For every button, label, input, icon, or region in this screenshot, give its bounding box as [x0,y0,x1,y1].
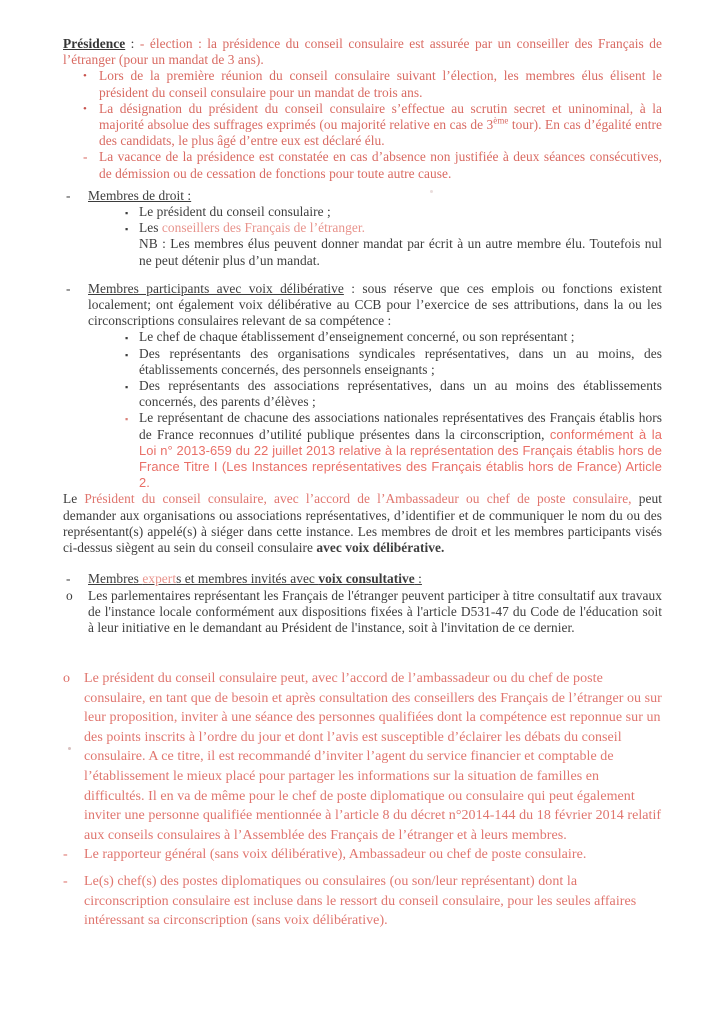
participants-item-4 [63,410,662,491]
vacance-item [63,149,662,181]
experts-heading-3: avec [290,571,319,587]
experts-heading-red: expert [142,571,177,587]
participants-item-1 [63,329,662,345]
intro-paragraph [63,36,662,68]
president-paragraph [63,491,662,556]
dash-icon: - [83,149,88,165]
circle-bullet-icon: o [66,587,73,603]
nb-note: NB : Les membres élus peuvent donner mandat par écrit à un autre membre élu. Toutefois nul ne peut détenir plus d’un mandat. [139,236,662,268]
dash-icon: - [66,187,71,203]
participants-item-4-law-reference: conformément à la Loi n° 2013-659 du 22 juillet 2013 relative à la représentation des Français établis hors de France Titre I (Les Instances représentatives des Français établis hors de France) Article 2. [139,426,662,491]
rapporteur-text: Le rapporteur général (sans voix délibérative), Ambassadeur ou chef de poste consulaire. [84,847,587,863]
participants-heading-text: Membres participants avec voix délibérative [88,280,344,296]
experts-item-1 [63,588,662,637]
chefs-text: Le(s) chef(s) des postes diplomatiques ou consulaires (ou son/leur représentant) dont la circonscription consulaire est incluse dans le ressort du conseil consulaire, pour les seules affaires intéressant sa circonscription (sans voix délibérative). [84,874,637,929]
scan-speckle [68,747,71,750]
droit-item-2 [63,220,662,236]
participants-item-3-text: Des représentants des associations représentatives, dans un au moins des établissements concernés, des parents d’élèves ; [139,378,662,410]
droit-item-1-text: Le président du conseil consulaire ; [139,204,331,220]
experts-heading-bold: voix consultative [318,571,415,587]
droit-heading-text: Membres de droit : [88,187,192,203]
dash-icon: - [63,847,68,863]
dash-icon: - [66,280,71,296]
title-colon: : [125,36,140,51]
experts-heading-2: s et membres invités [176,571,291,587]
experts-heading [88,571,662,587]
participants-heading-row [63,281,662,330]
dash-icon: - [66,571,71,587]
experts-item-1-text: Les parlementaires représentant les Français de l'étranger peuvent participer à titre consultatif aux travaux de l'instance locale conformément aux dispositions fixées à l'article D531-47 du Code de l'éducation soit à leur initiative en le demandant au Président de l'instance, soit à l'invitation de ce dernier. [88,587,662,635]
square-bullet-icon: ▪ [125,333,129,344]
president-bold-tail: avec voix délibérative. [316,540,445,556]
circle-bullet-icon: o [63,671,71,687]
participants-item-4-text [139,410,662,491]
section-membres-experts [63,571,662,636]
experts-heading-4: : [414,571,422,587]
droit-heading [88,188,662,204]
participants-heading-rest: : sous réserve que ces emplois ou fonctions existent localement; ont également voix délibérative au CCB pour l’exercice de ses attributions, dans la ou les circonscriptions consulaires relevant de sa compétence : [88,280,662,329]
dash-icon: - [63,874,68,890]
section-title-presidence: Présidence [63,36,126,51]
square-bullet-icon: ▪ [125,382,129,393]
election-bullet-2-pre: La désignation du président du conseil consulaire s’effectue au scrutin secret et uninominal, à la majorité absolue des suffrages exprimés (ou majorité relative en cas de 3 [99,100,662,133]
election-bullet-2-post: tour). En cas d’égalité entre des candidats, le plus âgé d’entre eux est déclaré élu. [99,117,662,149]
participants-item-4-dark: Le représentant de chacune des associations nationales représentatives des Français établis hors de France reconnues d’utilité publique présentes dans la circonscription, [139,410,662,442]
rapporteur-item [63,845,662,865]
square-bullet-icon: ▪ [125,224,129,235]
president-red-clause: Président du conseil consulaire, avec l’accord de l’Ambassadeur ou chef de poste consulaire, [84,491,632,507]
participants-item-1-text: Le chef de chaque établissement d’enseignement concerné, ou son représentant ; [139,329,575,345]
section-membres-de-droit [63,188,662,269]
election-bullet-2-text [99,101,662,150]
square-bullet-icon: ▪ [125,208,129,219]
droit-item-2-dark: Les [139,220,162,236]
election-bullet-2 [63,101,662,150]
droit-item-2-text [139,220,662,236]
election-bullet-1 [63,68,662,100]
participants-item-2 [63,346,662,378]
document-body [63,36,662,931]
chefs-item [63,872,662,931]
droit-item-1 [63,204,662,220]
square-bullet-icon: ▪ [125,349,129,360]
section-invitations [63,669,662,931]
droit-item-2-red: conseillers des Français de l’étranger. [161,220,365,236]
experts-heading-1: Membres [88,571,143,587]
vacance-text: La vacance de la présidence est constatée en cas d’absence non justifiée à deux séances consécutives, de démission ou de cessation de fonctions pour toute autre cause. [99,149,662,181]
droit-heading-row [63,188,662,204]
invitations-paragraph-row [63,669,662,845]
scan-speckle [430,190,433,193]
experts-heading-row [63,571,662,587]
superscript-eme: ème [493,115,509,126]
bullet-icon: • [83,70,87,83]
invitations-paragraph: Le président du conseil consulaire peut, avec l’accord de l’ambassadeur ou du chef de poste consulaire, en tant que de besoin et après consultation des conseillers des Français de l’étranger ou sur leur proposition, inviter à une séance des personnes qualifiées dont la compétence est reponnue sur un des points inscrits à l’ordre du jour et dont l’avis est susceptible d’éclairer les débats du conseil consulaire. A ce titre, il est recommandé d’inviter l’agent du service financier et comptable de l’établissement le mieux placé pour partager les informations sur la situation de familles en difficultés. Il en va de même pour le chef de poste diplomatique ou consulaire qui peut également inviter une personne qualifiée mentionnée à l’article 8 du décret n°2014-144 du 18 février 2014 relatif aux conseils consulaires à l’Assemblée des Français de l’étranger et à leurs membres. [84,671,662,843]
square-bullet-icon: ▪ [125,414,129,425]
participants-item-2-text: Des représentants des organisations syndicales représentatives, dans un au moins, des établissements concernés, des personnels enseignants ; [139,345,662,377]
participants-item-3 [63,378,662,410]
president-lead: Le [63,491,85,507]
section-membres-participants [63,281,662,492]
president-body: peut demander aux organisations ou associations représentatives, d’identifier et de communiquer le nom du ou des représentant(s) appelé(s) à siéger dans cette instance. Les membres de droit et les membres participants visés ci-dessus siègent au sein du conseil consulaire [63,491,663,556]
participants-heading [88,281,662,330]
election-bullet-1-text: Lors de la première réunion du conseil consulaire suivant l’élection, les membres élus élisent le président du conseil consulaire pour un mandat de trois ans. [99,68,662,100]
intro-election-text: - élection : la présidence du conseil consulaire est assurée par un conseiller des Français de l’étranger (pour un mandat de 3 ans). [63,36,662,68]
bullet-icon: • [83,102,87,115]
